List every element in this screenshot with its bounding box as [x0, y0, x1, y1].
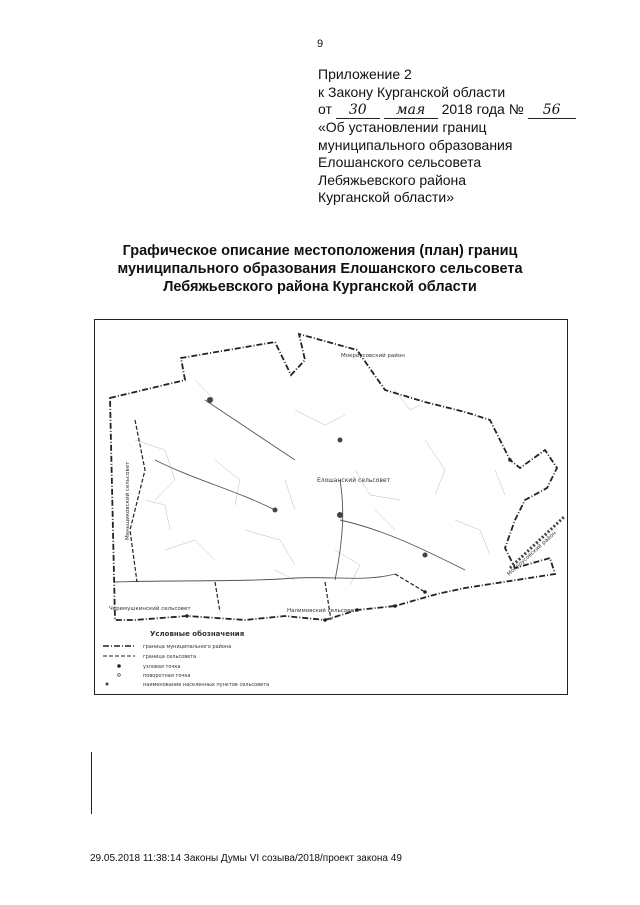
label-southwest: Черемушкинский сельсовет [109, 606, 191, 612]
legend-item: наименование населенных пунктов сельсовета [143, 682, 270, 688]
legend-title: Условные обозначения [150, 630, 245, 638]
legend-item: граница сельсовета [143, 654, 197, 660]
handwritten-day: 30 [336, 103, 380, 119]
date-year: 2018 года № [441, 101, 524, 117]
title-line: Лебяжьевского района Курганской области [163, 279, 477, 295]
appendix-header [318, 66, 576, 207]
map-graphic [95, 320, 569, 696]
page-number: 9 [316, 38, 324, 50]
appendix-line: Приложение 2 [318, 66, 412, 82]
appendix-line: Лебяжьевского района [318, 171, 467, 188]
margin-line [91, 752, 92, 814]
appendix-line: Курганской области» [318, 189, 455, 205]
boundary-map [94, 319, 568, 695]
label-west: Меньщиковский сельсовет [125, 461, 131, 540]
east-road [510, 516, 565, 568]
appendix-date-line [318, 101, 576, 119]
appendix-line: Елошанского сельсовета [318, 154, 482, 170]
legend-item: поворотная точка [143, 673, 191, 679]
appendix-line: «Об установлении границ [318, 119, 487, 135]
document-title [60, 242, 580, 296]
date-prefix: от [318, 101, 332, 117]
footer-stamp: 29.05.2018 11:38:14 Законы Думы VI созыва/2018/проект закона 49 [90, 853, 402, 864]
label-east: Мокроусовский район [506, 530, 558, 578]
handwritten-month: мая [384, 103, 438, 119]
handwritten-law-number: 56 [528, 103, 576, 119]
roads [115, 400, 465, 582]
label-north: Мокроусовский район [341, 353, 405, 359]
legend-item: граница муниципального района [143, 644, 232, 650]
title-line: Графическое описание местоположения (план) границ [122, 243, 518, 259]
map-legend [103, 630, 269, 688]
selsovet-boundary [130, 420, 425, 620]
appendix-line: муниципального образования [318, 136, 513, 153]
appendix-line: к Закону Курганской области [318, 83, 506, 100]
legend-item: узловая точка [143, 664, 181, 670]
label-center: Елошанский сельсовет [317, 477, 391, 484]
title-line: муниципального образования Елошанского сельсовета [117, 261, 523, 277]
label-southcenter: Налимовский сельсовет [287, 608, 357, 614]
